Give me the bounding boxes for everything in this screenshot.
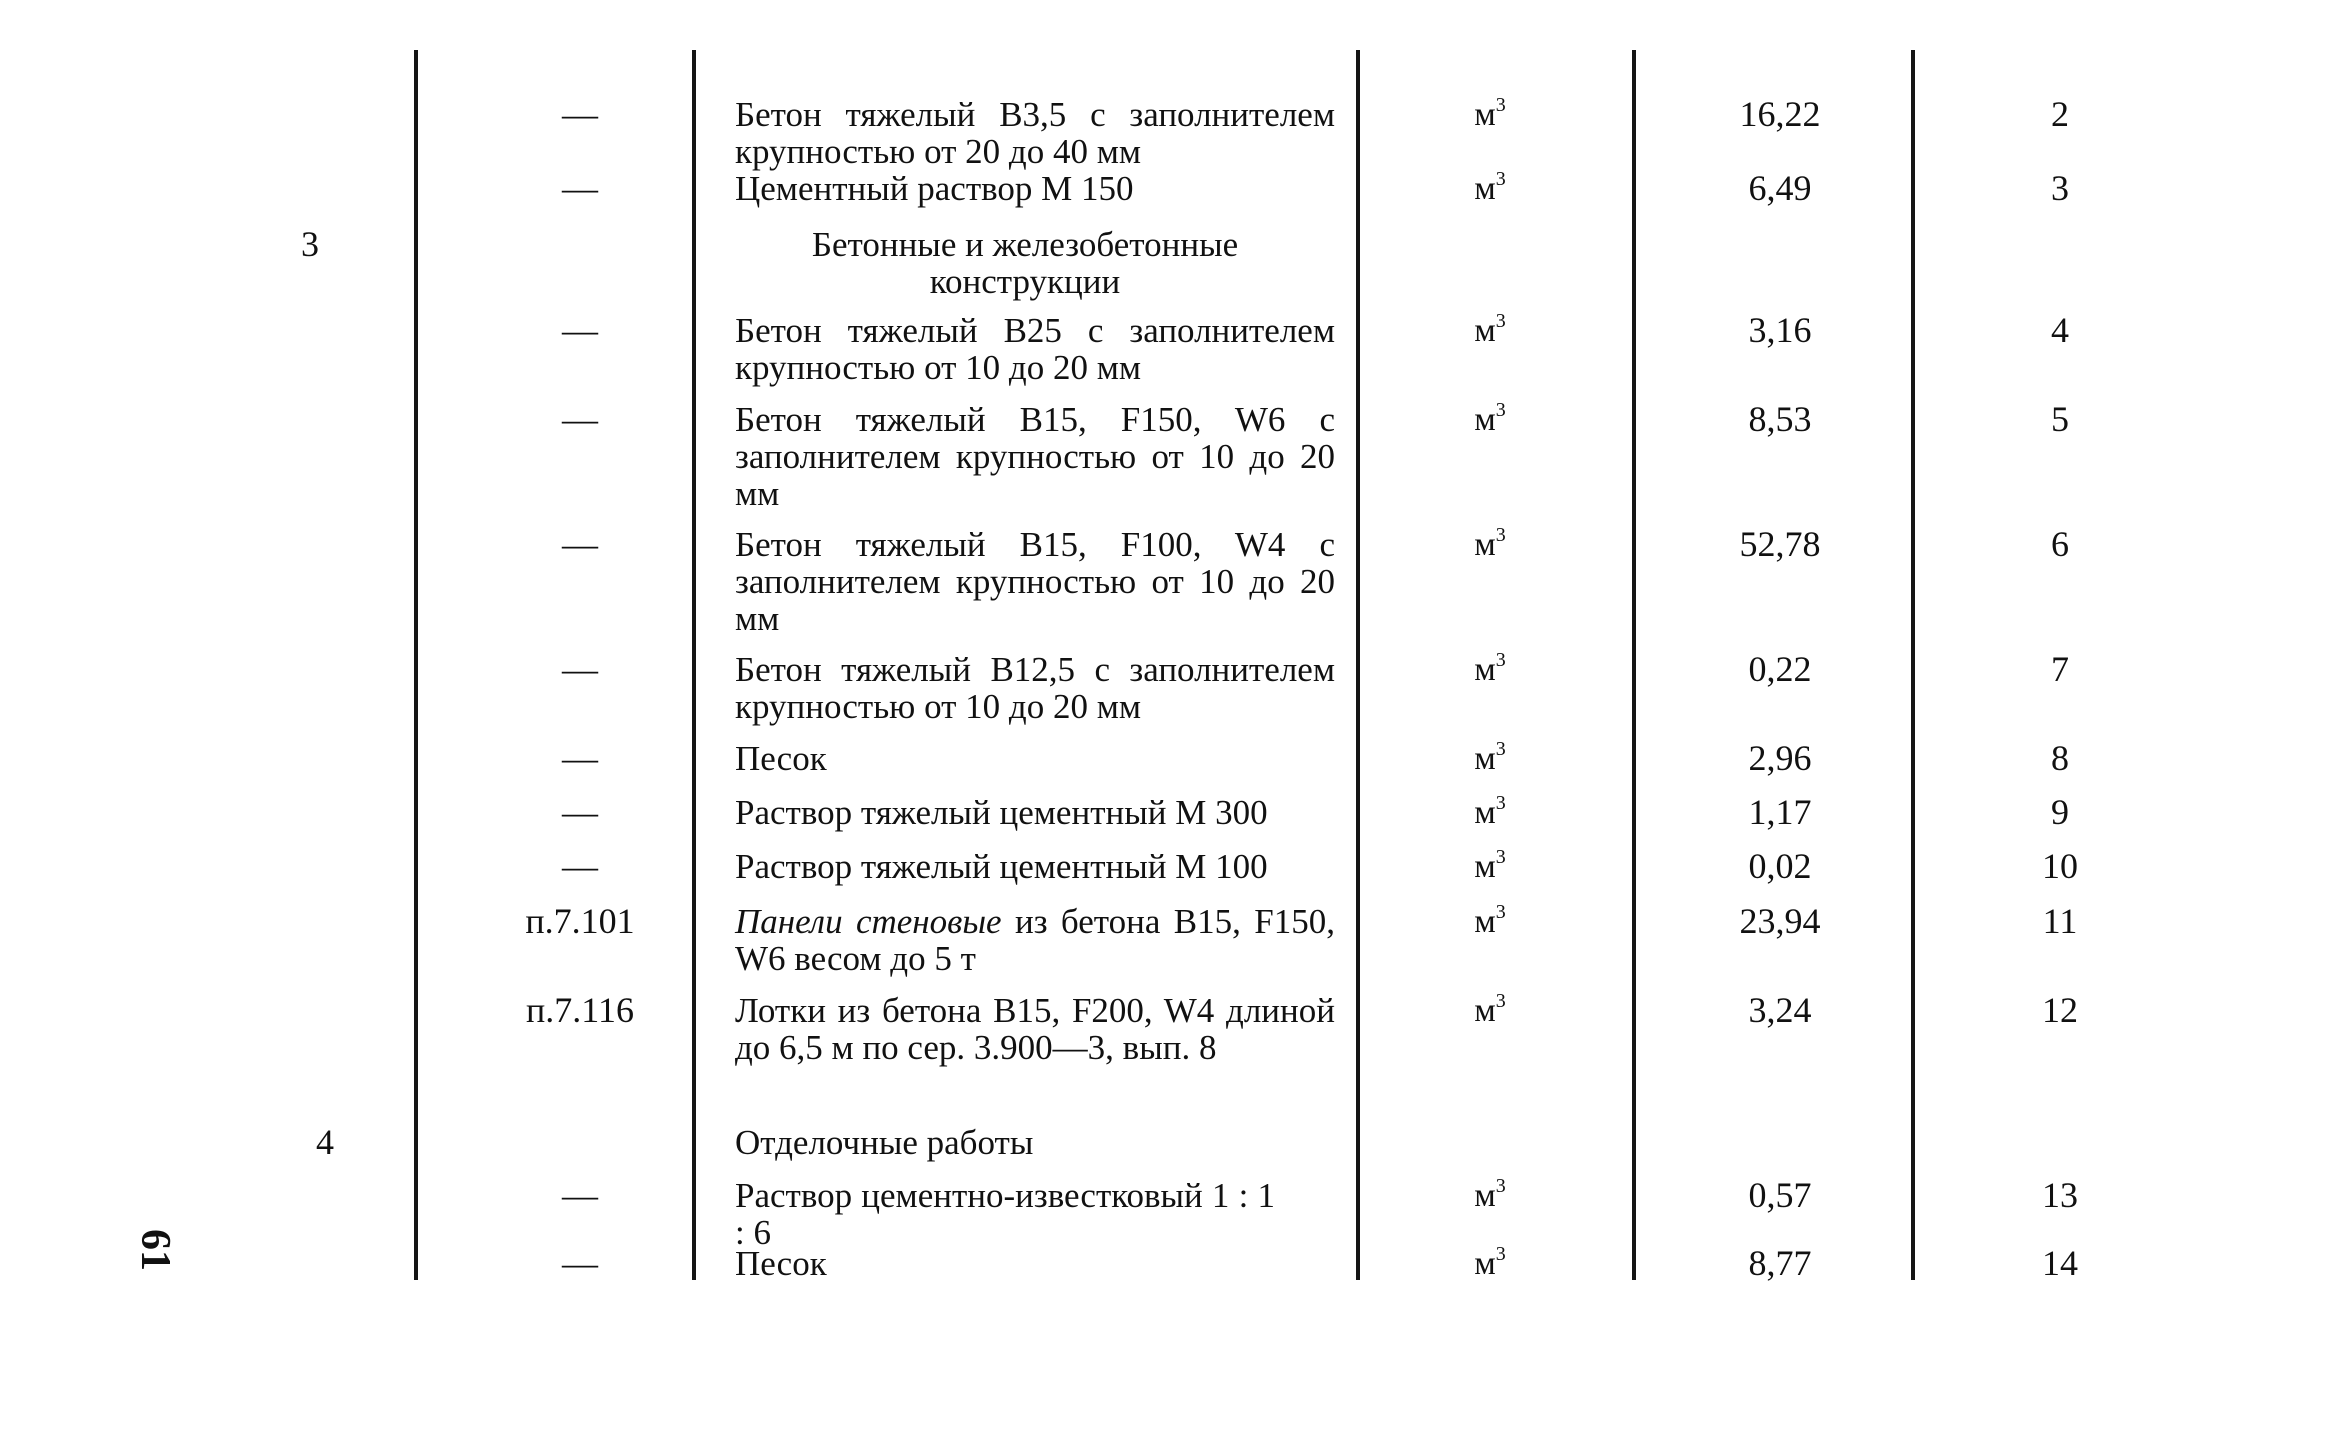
reference-cell: — (562, 310, 598, 350)
row-number-cell: 2 (2051, 94, 2069, 134)
description-lead: Панели стеновые (735, 902, 1002, 941)
description-cell (735, 903, 1335, 977)
quantity-cell: 0,02 (1748, 846, 1812, 886)
section-title: Отделочные работы (735, 1123, 1034, 1162)
unit-cell: $м^3$ (1474, 649, 1506, 688)
quantity-cell: 0,57 (1748, 1175, 1812, 1215)
row-number-cell: 9 (2051, 792, 2069, 832)
reference-cell: — (562, 94, 598, 134)
quantity-cell: 3,16 (1748, 310, 1812, 350)
page-number: 61 (132, 1229, 178, 1271)
quantity-cell: 8,77 (1748, 1243, 1812, 1283)
unit-cell: $м^3$ (1474, 399, 1506, 438)
unit-cell: $м^3$ (1474, 1243, 1506, 1282)
unit-cell: $м^3$ (1474, 94, 1506, 133)
reference-cell: — (562, 1175, 598, 1215)
row-number-cell: 4 (2051, 310, 2069, 350)
reference-cell: — (562, 399, 598, 439)
description-cell: Бетон тяжелый В15, F150, W6 с заполнителем крупностью от 10 до 20 мм (735, 400, 1335, 513)
reference-cell: — (562, 168, 598, 208)
row-number-cell: 14 (2042, 1243, 2078, 1283)
row-number-cell: 7 (2051, 649, 2069, 689)
quantity-cell: 23,94 (1739, 901, 1821, 941)
description-cell: Цементный раствор М 150 (735, 169, 1134, 208)
unit-cell: $м^3$ (1474, 168, 1506, 207)
unit-cell: $м^3$ (1474, 792, 1506, 831)
description-cell: Бетон тяжелый В15, F100, W4 с заполнителем крупностью от 10 до 20 мм (735, 525, 1335, 638)
row-number-cell: 8 (2051, 738, 2069, 778)
column-rule-4 (1632, 50, 1636, 1280)
quantity-cell: 0,22 (1748, 649, 1812, 689)
column-rule-2 (692, 50, 696, 1280)
description-cell: Бетон тяжелый В12,5 с заполнителем крупностью от 10 до 20 мм (735, 650, 1335, 726)
row-number-cell: 5 (2051, 399, 2069, 439)
unit-cell: $м^3$ (1474, 524, 1506, 563)
row-number-cell: 11 (2042, 901, 2078, 941)
unit-cell: $м^3$ (1474, 738, 1506, 777)
reference-cell: — (562, 1243, 598, 1283)
reference-cell: — (562, 846, 598, 886)
unit-cell: $м^3$ (1474, 901, 1506, 940)
unit-cell: $м^3$ (1474, 846, 1506, 885)
reference-cell: — (562, 738, 598, 778)
description-cell: Лотки из бетона В15, F200, W4 длиной до 6,5 м по сер. 3.900—3, вып. 8 (735, 991, 1335, 1067)
reference-cell: п.7.116 (526, 990, 634, 1030)
description-rest: из бетона В15, F150, W6 весом до 5 т (735, 902, 1335, 978)
unit-cell: $м^3$ (1474, 310, 1506, 349)
quantity-cell: 2,96 (1748, 738, 1812, 778)
description-cell: Бетон тяжелый В25 с заполнителем крупностью от 10 до 20 мм (735, 311, 1335, 387)
description-cell: Раствор тяжелый цементный М 100 (735, 847, 1268, 886)
unit-cell: $м^3$ (1474, 1175, 1506, 1214)
reference-cell: п.7.101 (525, 901, 635, 941)
reference-cell: — (562, 792, 598, 832)
section-number: 3 (301, 224, 319, 264)
section-title: Бетонные и железобетонные конструкции (811, 225, 1239, 301)
unit-cell: $м^3$ (1474, 990, 1506, 1029)
row-number-cell: 10 (2042, 846, 2078, 886)
description-cell: Песок (735, 739, 827, 778)
reference-cell: — (562, 649, 598, 689)
row-number-cell: 6 (2051, 524, 2069, 564)
quantity-cell: 6,49 (1748, 168, 1812, 208)
quantity-cell: 16,22 (1739, 94, 1821, 134)
quantity-cell: 52,78 (1739, 524, 1821, 564)
quantity-cell: 1,17 (1748, 792, 1812, 832)
row-number-cell: 13 (2042, 1175, 2078, 1215)
quantity-cell: 3,24 (1748, 990, 1812, 1030)
reference-cell: — (562, 524, 598, 564)
quantity-cell: 8,53 (1748, 399, 1812, 439)
column-rule-3 (1356, 50, 1360, 1280)
section-number: 4 (316, 1122, 334, 1162)
description-cell: Раствор цементно-известковый 1 : 1 : 6 (735, 1176, 1275, 1252)
column-rule-1 (414, 50, 418, 1280)
row-number-cell: 3 (2051, 168, 2069, 208)
description-cell: Бетон тяжелый В3,5 с заполнителем крупностью от 20 до 40 мм (735, 95, 1335, 171)
row-number-cell: 12 (2042, 990, 2078, 1030)
description-cell: Песок (735, 1244, 827, 1283)
description-cell: Раствор тяжелый цементный М 300 (735, 793, 1268, 832)
